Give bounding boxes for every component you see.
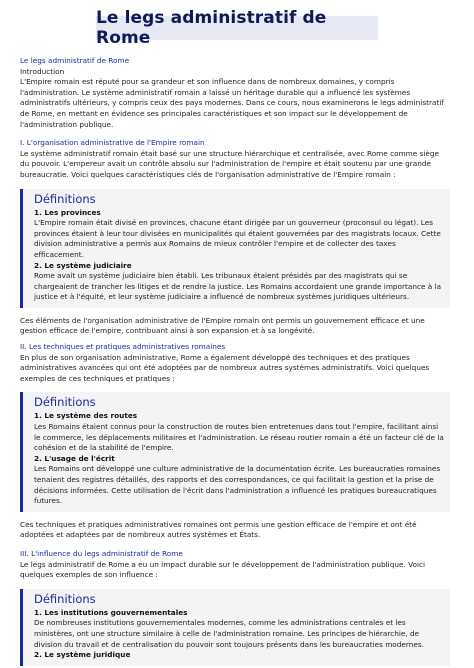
intro-text: L'Empire romain est réputé pour sa grandeur et son influence dans de nombreux domaines, y compris l'administration. Le système administratif romain a laissé un héritage durable qui a influencé les systèmes administratifs ultérieurs, y compris ceux des pays modernes. Dans ce cours, nous examinerons le legs administratif de Rome, en mettant en évidence ses principales caractéristiques et son impact sur le développement de l'administration publique.: [20, 77, 444, 129]
section2-text: En plus de son organisation administrative, Rome a également développé des techniques et des pratiques administratives avancées qui ont été adoptées par de nombreux autres systèmes administratifs. Voici quelques exemples de ces techniques et pratiques :: [20, 352, 430, 383]
definition-text: Rome avait un système judiciaire bien établi. Les tribunaux étaient présidés par des magistrats qui se chargeaient de trancher les litiges et de rendre la justice. Les Romains accordaient une grande importance à la justice et à l'équité, et leur système judiciaire a influencé de nombreux systèmes juridiques ultérieurs.: [34, 271, 442, 302]
definition-text: L'Empire romain était divisé en provinces, chacune étant dirigée par un gouverneur (proconsul ou légat). Les provinces étaient à leur tour divisées en municipalités qui étaient gouvernées par des magistrats locaux. Cette division administrative a permis aux Romains de mieux contrôler l'empire et de collecter des taxes efficacement.: [34, 218, 441, 259]
section1-heading: I. L'organisation administrative de l'Empire romain: [20, 138, 205, 148]
definition-term: 1. Les institutions gouvernementales: [34, 607, 188, 617]
section3-heading: III. L'influence du legs administratif de Rome: [20, 548, 183, 558]
definition-text: Les Romains étaient connus pour la construction de routes bien entretenues dans tout l'empire, facilitant ainsi le commerce, les déplacements militaires et l'administration. Le réseau routier romain a été un facteur clé de la cohésion et de la stabilité de l'empire.: [34, 422, 444, 453]
definition-term: 1. Les provinces: [34, 207, 101, 217]
section1-text: Le système administratif romain était basé sur une structure hiérarchique et centralisée, avec Rome comme siège du pouvoir. L'empereur avait un contrôle absolu sur l'administration de l'empire et était soutenu par une grande bureaucratie. Voici quelques caractéristiques clés de l'organisation administrative de l'Empire romain :: [20, 148, 440, 179]
definition-text: Les Romains ont développé une culture administrative de la documentation écrite. Les bureaucraties romaines tenaient des registres détaillés, des rapports et des correspondances, ce qui facilitait la gestion et la prise de décisions informées. Cette utilisation de l'écrit dans l'administration a influencé les pratiques bureaucratiques futures.: [34, 464, 441, 506]
definitions-title: Définitions: [34, 395, 96, 410]
definition-term: 2. Le système judiciaire: [34, 260, 132, 270]
page-title: Le legs administratif de Rome: [96, 8, 327, 48]
intro-link[interactable]: Le legs administratif de Rome: [20, 56, 130, 65]
definitions-title: Définitions: [34, 591, 96, 606]
definition-text: De nombreuses institutions gouvernementales modernes, comme les administrations centrales et les ministères, ont une structure similaire à celle de l'administration romaine. Les principes de hiérarchie, de division du travail et de centralisation du pouvoir sont toujours présents dans les bureaucraties modernes.: [34, 618, 425, 649]
definition-term: 2. Le système juridique: [34, 650, 131, 660]
definitions-box-1: [20, 189, 450, 308]
section2-conclusion: Ces techniques et pratiques administratives romaines ont permis une gestion efficace de l'empire et ont été adoptées et adaptées par de nombreux autres systèmes et États.: [20, 519, 417, 540]
document-body: [20, 56, 450, 666]
section2-heading: II. Les techniques et pratiques administratives romaines: [20, 342, 226, 352]
section3-text: Le legs administratif de Rome a eu un impact durable sur le développement de l'administration publique. Voici quelques exemples de son influence :: [20, 559, 426, 580]
definition-term: 2. L'usage de l'écrit: [34, 453, 115, 463]
definitions-box-2: [20, 392, 450, 511]
title-banner: [96, 8, 378, 48]
definition-term: 1. Le système des routes: [34, 411, 138, 421]
section1-conclusion: Ces éléments de l'organisation administrative de l'Empire romain ont permis un gouvernement efficace et une gestion efficace de l'empire, contribuant ainsi à son expansion et à sa longévité.: [20, 315, 425, 336]
definitions-box-3: [20, 589, 450, 666]
intro-label: Introduction: [20, 66, 65, 76]
definitions-title: Définitions: [34, 191, 96, 206]
